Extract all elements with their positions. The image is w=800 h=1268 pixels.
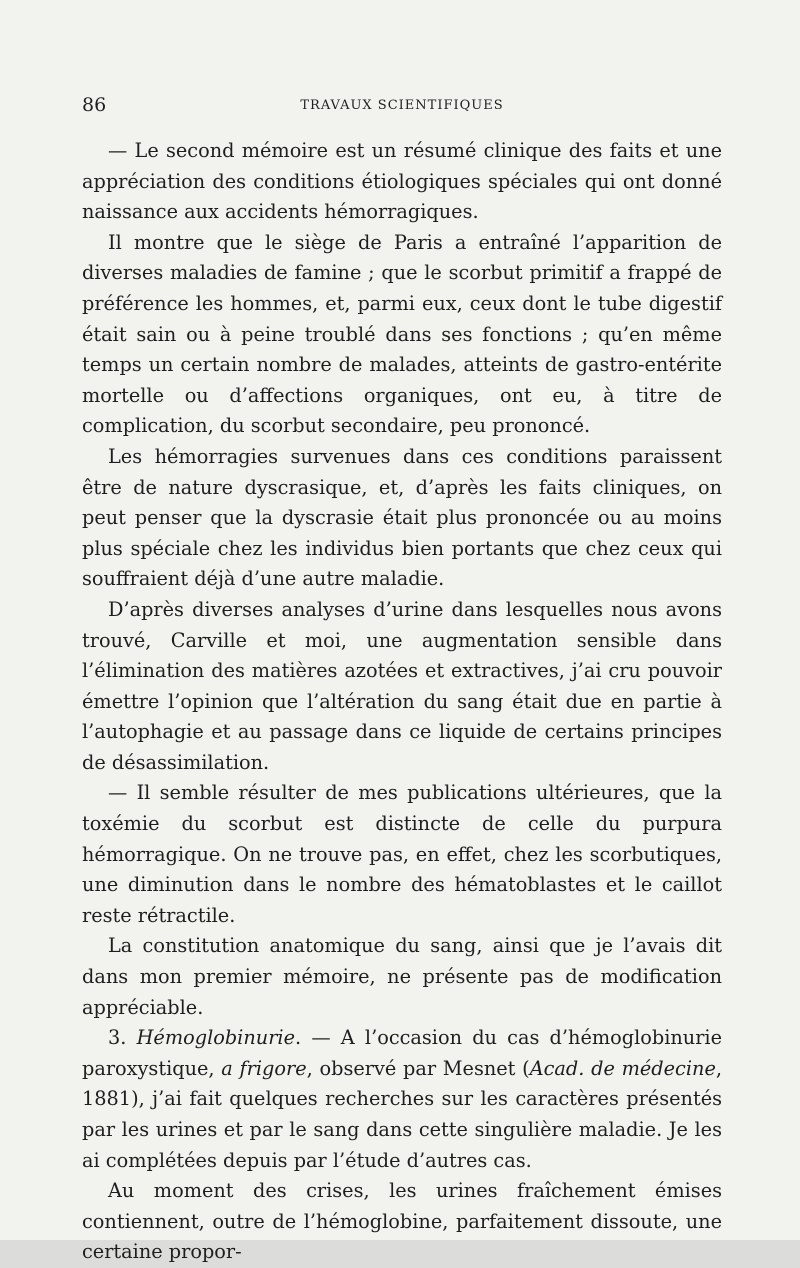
body-text: [82, 136, 722, 1268]
text-run: . — A l’occasion du cas d’hémoglobinurie paroxystique,: [82, 1026, 723, 1080]
citation-italic: Acad. de médecine: [529, 1056, 716, 1080]
page-header: [82, 94, 722, 120]
paragraph: — Il semble résulter de mes publications ultérieures, que la toxémie du scorbut est distincte de celle du purpura hémorragique. On ne trouve pas, en effet, chez les scorbutiques, une diminution dans le nombre des hématoblastes et le caillot reste rétractile.: [82, 781, 722, 927]
paragraph: Il montre que le siège de Paris a entraîné l’apparition de diverses maladies de famine ; que le scorbut primitif a frappé de préférence les hommes, et, parmi eux, ceux dont le tube digestif était sain ou à peine troublé dans ses fonctions ; qu’en même temps un certain nombre de malades, atteints de gastro-entérite mortelle ou d’affections organiques, ont eu, à titre de complication, du scorbut secondaire, peu prononcé.: [82, 230, 722, 438]
italic-run: a frigore: [221, 1056, 307, 1080]
paragraph: — Le second mémoire est un résumé clinique des faits et une appréciation des conditions étiologiques spéciales qui ont donné naissance aux accidents hémorragiques.: [82, 139, 722, 224]
section-number: 3.: [108, 1026, 137, 1050]
paragraph: Les hémorragies survenues dans ces conditions paraissent être de nature dyscrasique, et, d’après les faits cliniques, on peut penser que la dyscrasie était plus prononcée ou au moins plus spéciale chez les individus bien portants que chez ceux qui souffraient déjà d’une autre maladie.: [82, 444, 722, 591]
paragraph-section-3: [82, 1023, 722, 1176]
section-title: Hémoglobinurie: [136, 1026, 295, 1050]
text-run: , 1881), j’ai fait quelques recherches sur les caractères présentés par les urines et par le sang dans cette singulière maladie. Je les ai complétées depuis par l’étude d’autres cas.: [82, 1056, 722, 1172]
running-title: TRAVAUX SCIENTIFIQUES: [300, 98, 504, 113]
paragraph: D’après diverses analyses d’urine dans lesquelles nous avons trouvé, Carville et moi, une augmentation sensible dans l’élimination des matières azotées et extractives, j’ai cru pouvoir émettre l’opinion que l’altération du sang était due en partie à l’autophagie et au passage dans ce liquide de certains principes de désassimilation.: [82, 597, 722, 774]
paragraph: La constitution anatomique du sang, ainsi que je l’avais dit dans mon premier mémoire, ne présente pas de modification appréciable.: [82, 934, 722, 1019]
text-run: , observé par Mesnet (: [306, 1056, 530, 1080]
paragraph: Au moment des crises, les urines fraîchement émises contiennent, outre de l’hémoglobine, parfaitement dissoute, une certaine propor-: [82, 1179, 722, 1264]
page-number: 86: [82, 94, 107, 116]
